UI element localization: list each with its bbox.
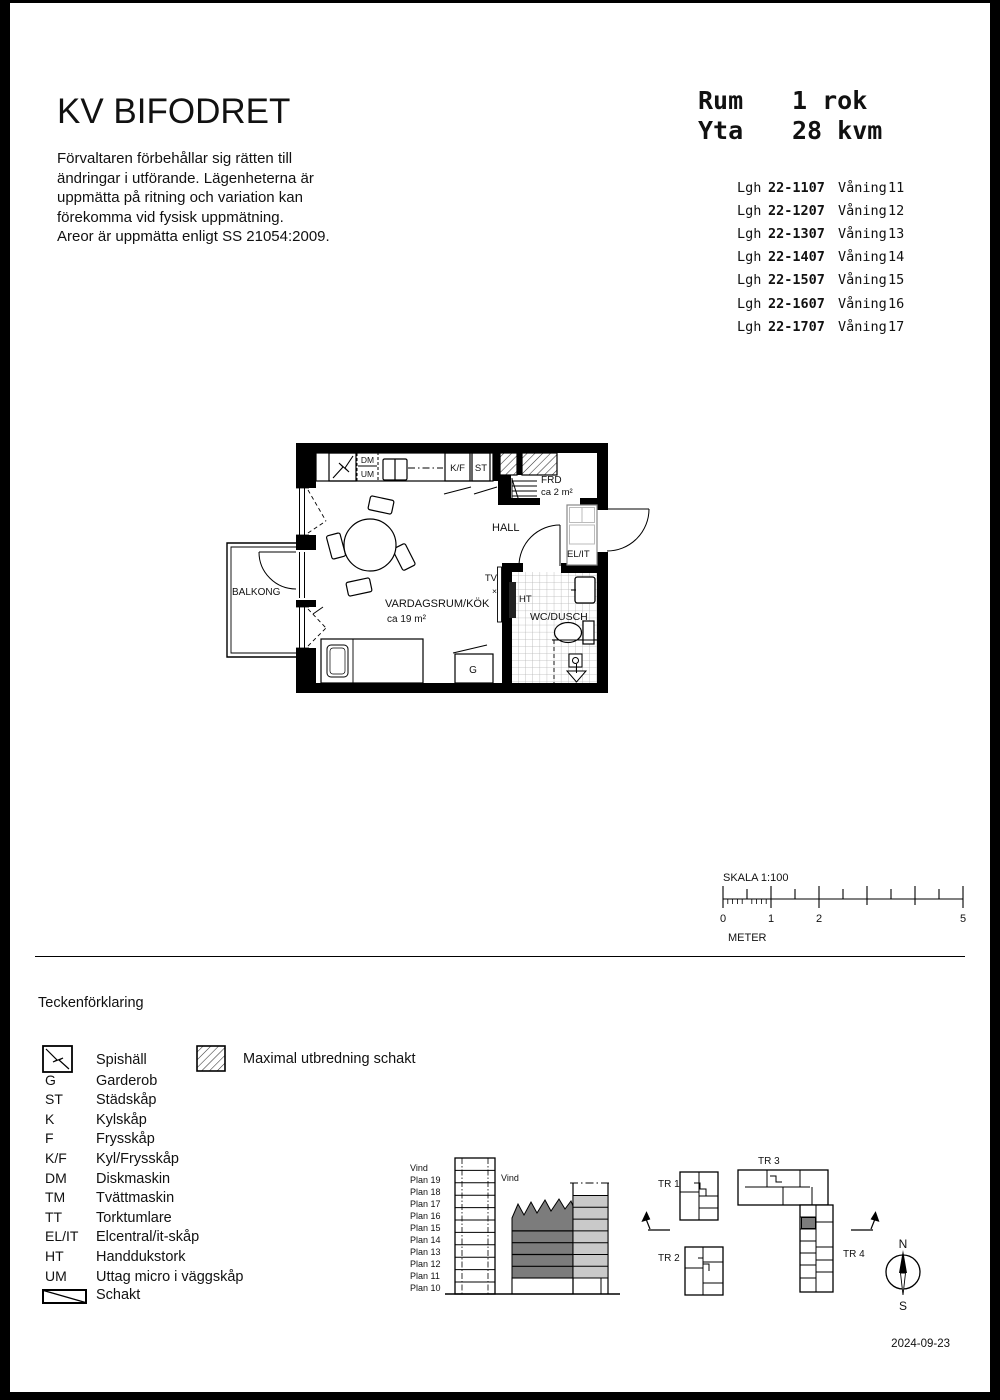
- apartment-id: 22-1507: [768, 272, 825, 289]
- floor-label: Plan 12: [410, 1259, 441, 1269]
- legend-item: [45, 1248, 243, 1268]
- disclaimer-line: Förvaltaren förbehållar sig rätten till: [57, 150, 293, 167]
- siteplan-tr3: [738, 1170, 828, 1205]
- scale-label: SKALA 1:100: [723, 872, 789, 884]
- highlighted-apartment-unit: [802, 1218, 816, 1229]
- toilet-icon: [555, 621, 595, 644]
- chair: [346, 578, 372, 597]
- section-floor-labels: [410, 1163, 441, 1293]
- kf-label: K/F: [450, 463, 465, 474]
- scale-tick-5: 5: [959, 913, 967, 925]
- legend-abbr: K: [45, 1110, 55, 1127]
- apartment-row: [737, 246, 904, 269]
- section-highlighted-stack: [512, 1199, 573, 1294]
- apartment-id: 22-1307: [768, 225, 825, 242]
- el-it-cabinet: [567, 505, 597, 565]
- ht-label: HT: [519, 594, 532, 605]
- floor-number: 13: [888, 225, 905, 242]
- chair: [326, 533, 346, 560]
- cabinet-swing-line: [444, 487, 471, 494]
- siteplan-tr2: [685, 1247, 723, 1295]
- shaft-hatch: [500, 453, 557, 475]
- section-divider: [35, 956, 965, 957]
- el-it-label: EL/IT: [567, 549, 590, 560]
- legend-abbr: G: [45, 1071, 56, 1088]
- legend-label: Uttag micro i väggskåp: [96, 1268, 244, 1285]
- lgh-label: Lgh: [737, 295, 762, 312]
- scale-tick-0: 0: [719, 913, 727, 925]
- legend-item: [45, 1170, 243, 1190]
- legend-item: [45, 1287, 243, 1307]
- legend-item: [45, 1130, 243, 1150]
- cabinet-swing-line: [474, 487, 497, 494]
- dining-table: [326, 496, 416, 597]
- tv-unit: [485, 567, 502, 622]
- legend-item: [45, 1091, 243, 1111]
- section-left-tower: [455, 1158, 495, 1294]
- window-upper: [296, 488, 326, 535]
- washbasin-icon: [571, 577, 595, 603]
- scale-unit-label: METER: [728, 932, 767, 944]
- tr3-label: TR 3: [758, 1156, 780, 1167]
- legend-label: Schakt: [96, 1287, 141, 1304]
- wc-dusch-label: WC/DUSCH: [530, 611, 588, 623]
- floor-label: Plan 18: [410, 1187, 441, 1197]
- floor-plan: [218, 436, 658, 702]
- north-label: N: [898, 1237, 908, 1251]
- page-border-top: [0, 0, 1000, 3]
- building-section-and-siteplan: [405, 1148, 985, 1318]
- vardagsrum-area-label: ca 19 m²: [387, 614, 426, 625]
- vaning-label: Våning: [838, 295, 887, 312]
- floor-label: Plan 10: [410, 1283, 441, 1293]
- scale-tick-2: 2: [815, 913, 823, 925]
- legend-label: Spishäll: [96, 1052, 147, 1068]
- floor-label: Plan 13: [410, 1247, 441, 1257]
- apartment-row: [737, 269, 904, 292]
- tr2-label: TR 2: [658, 1253, 680, 1264]
- vardagsrum-label: VARDAGSRUM/KÖK: [385, 598, 490, 610]
- legend-item: [45, 1052, 243, 1072]
- scale-ruler: [723, 886, 963, 908]
- legend-label: Torktumlare: [96, 1209, 172, 1226]
- apartment-row: [737, 292, 904, 315]
- legend-abbr: TM: [45, 1189, 66, 1206]
- compass-needle-icon: [899, 1250, 907, 1273]
- tv-label: TV: [484, 573, 497, 584]
- rum-label: Rum: [698, 86, 744, 115]
- frd-area-label: ca 2 m²: [541, 487, 573, 498]
- dm-label: DM: [360, 455, 375, 465]
- apartment-id: 22-1407: [768, 249, 825, 266]
- floor-label: Plan 14: [410, 1235, 441, 1245]
- vaning-label: Våning: [838, 202, 887, 219]
- wardrobe: [453, 645, 493, 683]
- legend-list: [45, 1052, 243, 1307]
- rum-value: 1 rok: [792, 86, 868, 115]
- disclaimer-line: förekomma vid fysisk uppmätning.: [57, 208, 284, 226]
- lgh-label: Lgh: [737, 225, 762, 242]
- vaning-label: Våning: [838, 272, 887, 289]
- scale-tick-1: 1: [767, 913, 775, 925]
- legend-abbr: TT: [45, 1208, 63, 1225]
- legend-label: Garderob: [96, 1072, 158, 1089]
- lgh-label: Lgh: [737, 202, 762, 219]
- max-schakt-label: Maximal utbredning schakt: [243, 1051, 416, 1067]
- legend-label: Elcentral/it-skåp: [96, 1229, 200, 1246]
- legend-abbr: ST: [45, 1091, 63, 1108]
- floor-number: 11: [888, 179, 905, 196]
- lgh-label: Lgh: [737, 272, 762, 289]
- floor-number: 12: [888, 202, 905, 219]
- legend-abbr: UM: [45, 1267, 67, 1284]
- apartment-row: [737, 315, 904, 338]
- lgh-label: Lgh: [737, 179, 762, 196]
- floor-number: 16: [888, 295, 905, 312]
- section-right-tower: [570, 1183, 612, 1294]
- vaning-label: Våning: [838, 225, 887, 242]
- legend-label: Diskmaskin: [96, 1170, 171, 1187]
- legend-abbr: EL/IT: [45, 1228, 79, 1245]
- lgh-label: Lgh: [737, 249, 762, 266]
- apartment-id: 22-1607: [768, 295, 825, 312]
- g-label: G: [469, 665, 477, 676]
- floor-label: Plan 17: [410, 1199, 441, 1209]
- disclaimer-line: uppmätta på ritning och variation kan: [57, 189, 303, 207]
- apartment-row: [737, 176, 904, 199]
- legend-item: [45, 1150, 243, 1170]
- legend-item: [45, 1111, 243, 1131]
- scale-bar: [715, 860, 975, 950]
- legend-item: [45, 1228, 243, 1248]
- um-label: UM: [360, 469, 375, 479]
- legend-label: Handdukstork: [96, 1248, 186, 1265]
- floor-label: Plan 16: [410, 1211, 441, 1221]
- vaning-label: Våning: [838, 318, 887, 335]
- section-cut-arrow-right: [851, 1213, 879, 1231]
- chair: [368, 496, 394, 515]
- legend-item: [45, 1209, 243, 1229]
- balkong-label: BALKONG: [232, 587, 281, 598]
- summary-block: [698, 86, 882, 146]
- lgh-label: Lgh: [737, 318, 762, 335]
- balcony: [227, 543, 297, 657]
- wc-door: [519, 525, 560, 566]
- floor-number: 14: [888, 249, 905, 266]
- hall-label: HALL: [492, 522, 520, 534]
- bed: [321, 639, 423, 683]
- yta-value: 28 kvm: [792, 116, 883, 145]
- kitchen-counter: [316, 453, 497, 494]
- apartment-id: 22-1107: [768, 179, 825, 196]
- tr4-label: TR 4: [843, 1249, 865, 1260]
- floor-number: 17: [888, 318, 905, 335]
- floor-label: Vind: [410, 1163, 428, 1173]
- legend-label: Frysskåp: [96, 1131, 155, 1148]
- legend-abbr: DM: [45, 1169, 67, 1186]
- legend-item: [45, 1268, 243, 1288]
- disclaimer-line: ändringar i utförande. Lägenheterna är: [57, 169, 314, 187]
- compass: [886, 1237, 920, 1313]
- vaning-label: Våning: [838, 249, 887, 266]
- floor-number: 15: [888, 272, 905, 289]
- apartment-row: [737, 222, 904, 245]
- page-border-left: [0, 0, 10, 1400]
- floor-label: Plan 11: [410, 1271, 440, 1281]
- legend-abbr: HT: [45, 1247, 64, 1264]
- apartment-row: [737, 199, 904, 222]
- tr1-label: TR 1: [658, 1179, 680, 1190]
- south-label: S: [898, 1299, 908, 1313]
- apartment-id: 22-1207: [768, 202, 825, 219]
- legend-item: [45, 1189, 243, 1209]
- legend-abbr: F: [45, 1130, 54, 1147]
- page-title: KV BIFODRET: [57, 92, 291, 131]
- legend-item: [45, 1072, 243, 1092]
- siteplan-tr4: [800, 1205, 833, 1292]
- legend-abbr: K/F: [45, 1149, 67, 1166]
- frd-label: FRD: [541, 475, 562, 486]
- entry-door: [607, 509, 649, 551]
- disclaimer: [57, 149, 377, 247]
- vaning-label: Våning: [838, 179, 887, 196]
- page-border-bottom: [0, 1392, 1000, 1400]
- siteplan-tr1: [680, 1172, 718, 1220]
- legend-label: Kyl/Frysskåp: [96, 1150, 179, 1167]
- tv-outlet-mark: ×: [492, 586, 497, 596]
- document-date: 2024-09-23: [891, 1338, 950, 1350]
- legend-label: Tvättmaskin: [96, 1190, 175, 1207]
- floor-label: Plan 15: [410, 1223, 441, 1233]
- legend-label: Kylskåp: [96, 1111, 147, 1128]
- legend-title: Teckenförklaring: [38, 995, 144, 1011]
- legend-label: Städskåp: [96, 1092, 157, 1109]
- st-label: ST: [474, 463, 488, 474]
- page-border-right: [990, 0, 1000, 1400]
- towel-dryer: [509, 582, 516, 618]
- apartment-id: 22-1707: [768, 318, 825, 335]
- vind-side-label: Vind: [501, 1173, 519, 1183]
- yta-label: Yta: [698, 116, 744, 145]
- disclaimer-line: Areor är uppmätta enligt SS 21054:2009.: [57, 228, 330, 246]
- section-cut-arrow-left: [643, 1213, 671, 1231]
- apartment-list: [737, 176, 904, 338]
- floor-label: Plan 19: [410, 1175, 441, 1185]
